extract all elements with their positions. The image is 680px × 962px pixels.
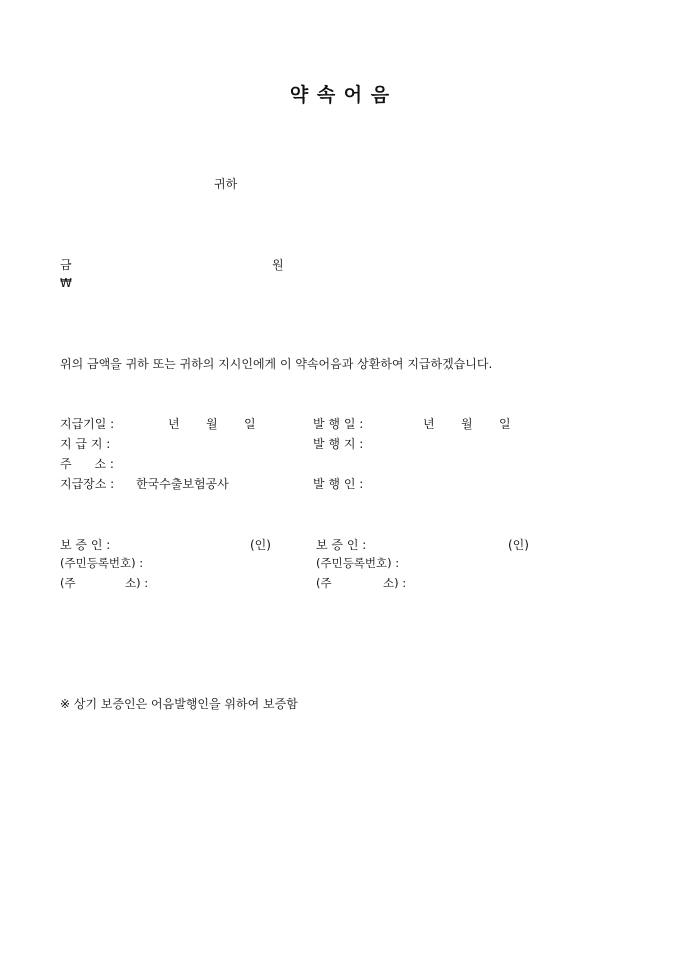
guarantor-1-address-close: 소) : [125, 576, 149, 590]
currency-symbol: ₩ [60, 276, 72, 290]
issue-date-year: 년 [423, 417, 435, 431]
guarantor-2-id-label: (주민등록번호) : [316, 556, 400, 570]
payment-place-label: 지 급 지 : [60, 437, 111, 451]
pay-location-value: 한국수출보험공사 [136, 477, 229, 491]
issue-date-label: 발 행 일 : [313, 417, 364, 431]
due-date-year: 년 [168, 417, 180, 431]
pay-location-label: 지급장소 : [60, 477, 115, 491]
issue-date-day: 일 [499, 417, 511, 431]
guarantor-1-address-open: (주 [60, 576, 76, 590]
guarantor-2-address-open: (주 [316, 576, 332, 590]
addressee-label: 귀하 [214, 177, 238, 191]
guarantor-1-label: 보 증 인 : [60, 538, 111, 552]
guarantor-2-label: 보 증 인 : [316, 538, 367, 552]
amount-label: 금 [60, 258, 72, 272]
guarantee-note: ※ 상기 보증인은 어음발행인을 위하여 보증함 [60, 697, 298, 711]
guarantor-1-seal: (인) [250, 538, 271, 552]
issuer-label: 발 행 인 : [313, 477, 364, 491]
amount-unit: 원 [272, 258, 284, 272]
document-title: 약 속 어 음 [289, 84, 391, 106]
issue-place-label: 발 행 지 : [313, 437, 364, 451]
issue-date-month: 월 [461, 417, 473, 431]
guarantor-2-address-close: 소) : [383, 576, 407, 590]
payment-statement: 위의 금액을 귀하 또는 귀하의 지시인에게 이 약속어음과 상환하여 지급하겠습니다. [60, 357, 493, 371]
due-date-label: 지급기일 : [60, 417, 115, 431]
due-date-day: 일 [244, 417, 256, 431]
guarantor-1-id-label: (주민등록번호) : [60, 556, 144, 570]
due-date-month: 월 [206, 417, 218, 431]
address-label: 주 소 : [60, 457, 114, 471]
guarantor-2-seal: (인) [508, 538, 529, 552]
